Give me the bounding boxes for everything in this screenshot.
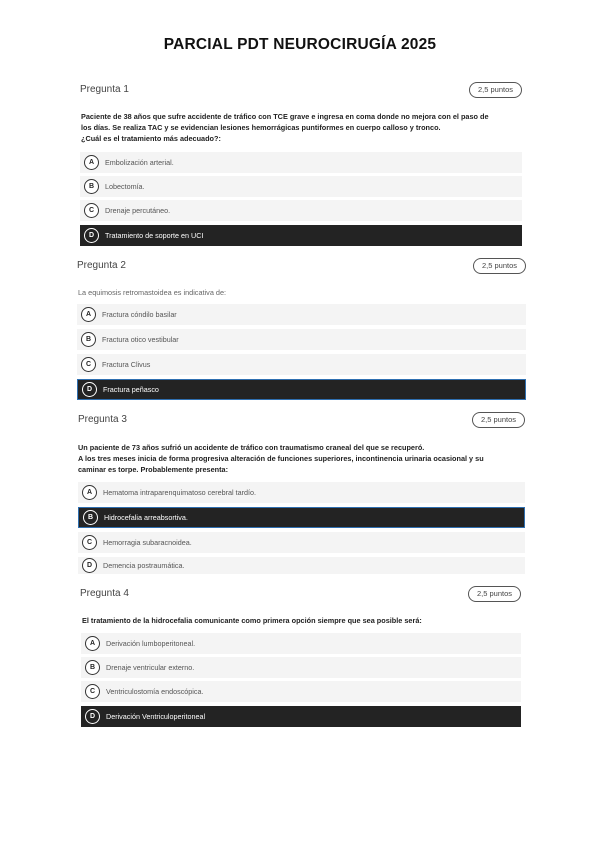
question-text-line: El tratamiento de la hidrocefalia comunicante como primera opción siempre que sea posible será: [82, 616, 422, 625]
option-b[interactable] [81, 657, 521, 678]
question-header [80, 82, 522, 100]
option-b-selected[interactable] [78, 507, 525, 528]
question-label: Pregunta 3 [78, 414, 127, 425]
option-letter: B [84, 179, 99, 194]
option-d-selected[interactable] [80, 225, 522, 246]
option-d-selected[interactable] [77, 379, 526, 400]
option-c[interactable] [77, 354, 526, 375]
question-text-line: Un paciente de 73 años sufrió un accidente de tráfico con traumatismo craneal del que se recuperó. [78, 443, 425, 452]
question-label: Pregunta 1 [80, 84, 129, 95]
option-c[interactable] [81, 681, 521, 702]
option-letter: B [85, 660, 100, 675]
option-text: Drenaje ventricular externo. [106, 663, 195, 672]
question-text-line: los días. Se realiza TAC y se evidencian lesiones hemorrágicas puntiformes en cuerpo calloso y tronco. [81, 123, 441, 132]
question-text-line: La equimosis retromastoidea es indicativa de: [78, 288, 227, 297]
points-badge: 2,5 puntos [473, 258, 526, 274]
question-text [81, 111, 521, 144]
option-d-selected[interactable] [81, 706, 521, 727]
option-text: Hidrocefalia arreabsortiva. [104, 513, 188, 522]
option-text: Hemorragia subaracnoidea. [103, 538, 192, 547]
option-letter: D [82, 558, 97, 573]
question-text [78, 287, 518, 298]
option-text: Ventriculostomía endoscópica. [106, 687, 204, 696]
page-title: PARCIAL PDT NEUROCIRUGÍA 2025 [163, 36, 437, 53]
option-letter: C [85, 684, 100, 699]
option-a[interactable] [77, 304, 526, 325]
option-c[interactable] [78, 532, 525, 553]
option-letter: C [82, 535, 97, 550]
question-header [78, 412, 525, 430]
option-text: Hematoma intraparenquimatoso cerebral tardío. [103, 488, 257, 497]
option-text: Derivación Ventriculoperitoneal [106, 712, 206, 721]
option-b[interactable] [77, 329, 526, 350]
question-text-line: A los tres meses inicia de forma progresiva alteración de funciones superiores, incontinencia urinaria ocasional y su [78, 454, 484, 463]
option-text: Embolización arterial. [105, 158, 174, 167]
option-letter: A [81, 307, 96, 322]
points-badge: 2,5 puntos [469, 82, 522, 98]
option-text: Fractura cóndilo basilar [102, 310, 177, 319]
option-text: Demencia postraumática. [103, 561, 185, 570]
question-header [77, 258, 526, 276]
option-letter: A [84, 155, 99, 170]
option-a[interactable] [78, 482, 525, 503]
option-letter: D [85, 709, 100, 724]
option-text: Tratamiento de soporte en UCI [105, 231, 204, 240]
option-text: Derivación lumboperitoneal. [106, 639, 196, 648]
option-text: Drenaje percutáneo. [105, 206, 171, 215]
option-a[interactable] [81, 633, 521, 654]
question-text-line: Paciente de 38 años que sufre accidente de tráfico con TCE grave e ingresa en coma donde no mejora con el paso de [81, 112, 489, 121]
question-text-line: ¿Cuál es el tratamiento más adecuado?: [81, 134, 221, 143]
question-header [80, 586, 521, 604]
option-letter: A [82, 485, 97, 500]
option-b[interactable] [80, 176, 522, 197]
question-text [82, 615, 522, 626]
option-letter: D [82, 382, 97, 397]
option-letter: A [85, 636, 100, 651]
option-text: Fractura otico vestibular [102, 335, 179, 344]
question-label: Pregunta 4 [80, 588, 129, 599]
option-text: Lobectomía. [105, 182, 145, 191]
option-letter: C [84, 203, 99, 218]
option-a[interactable] [80, 152, 522, 173]
points-badge: 2,5 puntos [472, 412, 525, 428]
option-letter: C [81, 357, 96, 372]
points-badge: 2,5 puntos [468, 586, 521, 602]
option-text: Fractura peñasco [103, 385, 159, 394]
option-letter: B [83, 510, 98, 525]
option-text: Fractura Clivus [102, 360, 151, 369]
question-text [78, 442, 525, 475]
question-label: Pregunta 2 [77, 260, 126, 271]
option-letter: D [84, 228, 99, 243]
option-d[interactable] [78, 557, 525, 574]
option-c[interactable] [80, 200, 522, 221]
option-letter: B [81, 332, 96, 347]
question-text-line: caminar es torpe. Probablemente presenta: [78, 465, 229, 474]
